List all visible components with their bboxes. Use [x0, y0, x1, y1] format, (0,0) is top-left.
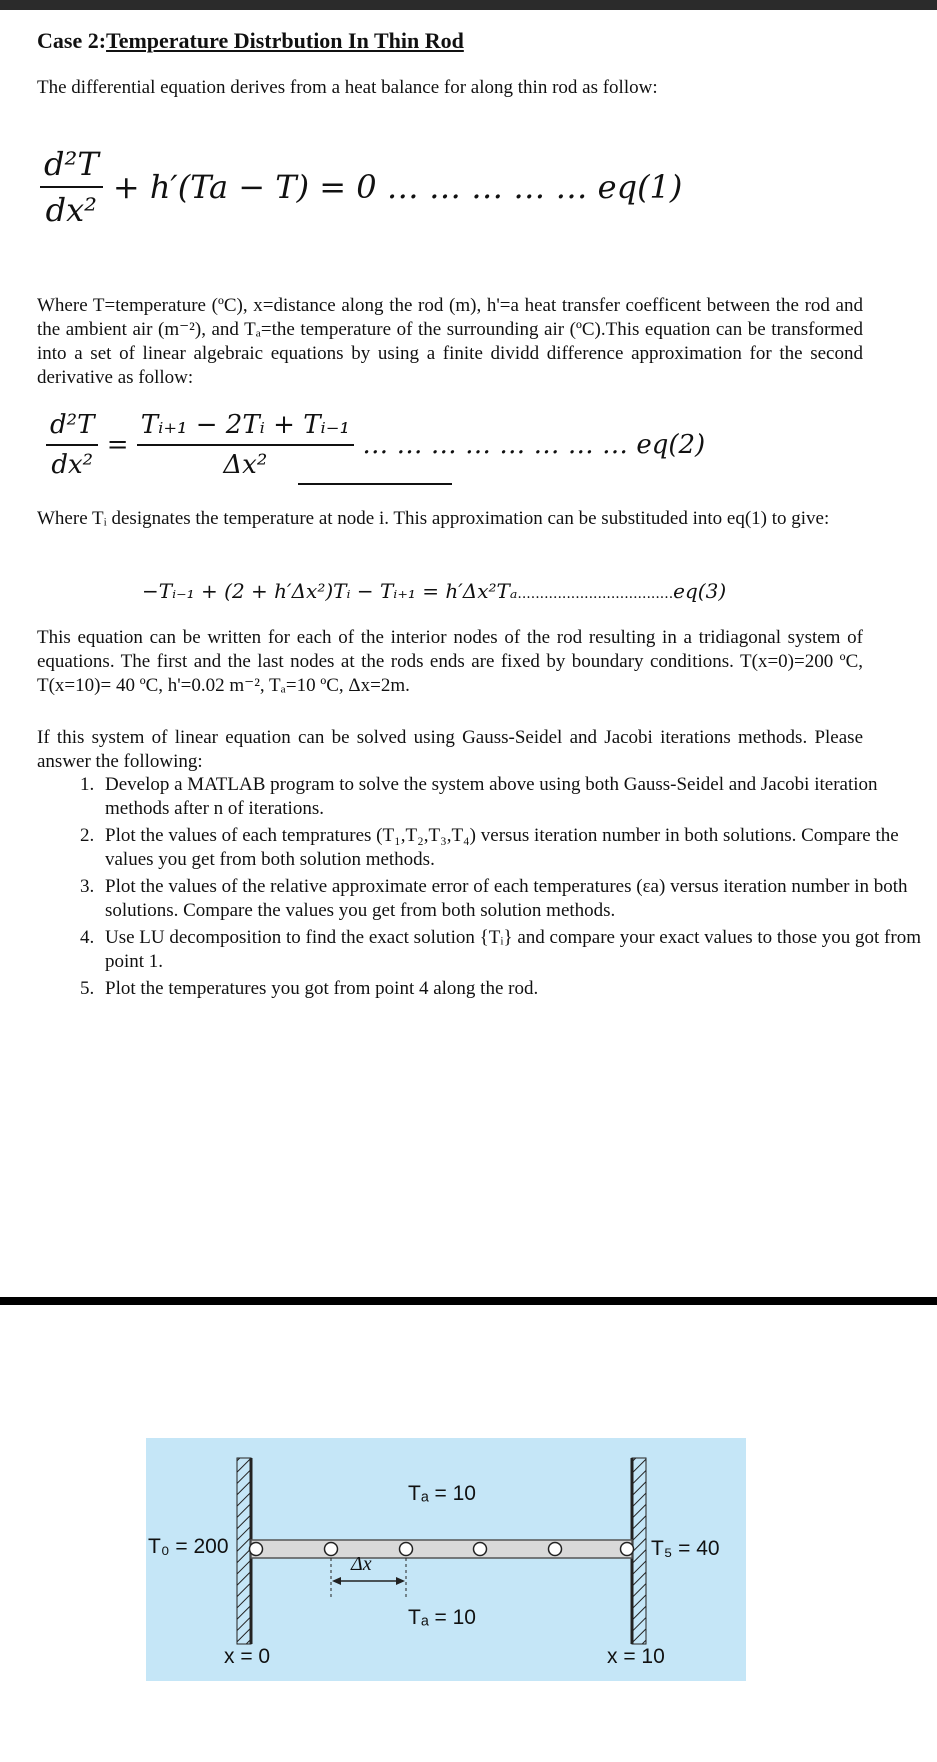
page-separator — [0, 1297, 937, 1305]
right-wall — [632, 1458, 646, 1644]
ta-top-label: Tₐ = 10 — [408, 1482, 476, 1505]
dx-label: Δx — [351, 1553, 372, 1575]
eq1-fraction — [40, 146, 103, 228]
dx-arrowhead-left — [332, 1577, 341, 1585]
t0-label: T₀ = 200 — [148, 1535, 229, 1558]
page-title — [37, 28, 863, 54]
list-item: 3. Plot the values of the relative approximate error of each temperatures (εa) versus iteration number in both solutions. Compare the values you get from both solution methods. — [99, 875, 925, 923]
document-page — [37, 22, 863, 54]
eq2-lhs-denominator: dx² — [46, 444, 98, 480]
list-item: 1. Develop a MATLAB program to solve the system above using both Gauss-Seidel and Jacobi iteration methods after n of iterations. — [99, 773, 925, 821]
question-list — [37, 773, 925, 1004]
rod-node — [549, 1543, 562, 1556]
top-bar — [0, 0, 937, 10]
rod-node — [400, 1543, 413, 1556]
x10-label: x = 10 — [607, 1645, 665, 1668]
eq2-equals: = — [106, 430, 129, 460]
eq3-dots: ................................... — [517, 586, 674, 602]
rod — [251, 1540, 632, 1558]
eq1-numerator: d²T — [44, 145, 99, 183]
intro-paragraph: The differential equation derives from a heat balance for along thin rod as follow: — [37, 77, 658, 98]
rod-node — [250, 1543, 263, 1556]
equation-1 — [40, 146, 682, 228]
eq2-tail: … … … … … … … … eq(2) — [362, 430, 706, 460]
rod-node — [621, 1543, 634, 1556]
rod-node — [325, 1543, 338, 1556]
eq2-lhs-fraction — [46, 410, 98, 480]
eq3-label: eq(3) — [673, 579, 727, 603]
eq2-rhs-numerator: Tᵢ₊₁ − 2Tᵢ + Tᵢ₋₁ — [140, 410, 350, 440]
title-main: Temperature Distrbution In Thin Rod — [106, 28, 464, 53]
title-prefix: Case 2: — [37, 28, 107, 53]
rod-node — [474, 1543, 487, 1556]
question-intro: If this system of linear equation can be solved using Gauss-Seidel and Jacobi iterations methods. Please answer the following: — [37, 727, 863, 772]
list-item: 4. Use LU decomposition to find the exact solution {Tᵢ} and compare your exact values to those you got from point 1. — [99, 926, 925, 974]
list-item: 2. Plot the values of each tempratures (T₁,T₂,T₃,T₄) versus iteration number in both solutions. Compare the values you get from both solution methods. — [99, 824, 925, 872]
t5-label: T₅ = 40 — [651, 1537, 720, 1560]
equation-3 — [142, 578, 726, 607]
ti-paragraph: Where Tᵢ designates the temperature at node i. This approximation can be substituded into eq(1) to give: — [37, 508, 830, 529]
x0-label: x = 0 — [224, 1645, 271, 1668]
equation-2 — [46, 410, 705, 480]
eq3-body: −Tᵢ₋₁ + (2 + h′Δx²)Tᵢ − Tᵢ₊₁ = h′Δx²Tₐ — [142, 579, 518, 603]
eq2-underline — [298, 483, 452, 485]
eq2-lhs-numerator: d²T — [50, 410, 95, 440]
dx-arrowhead-right — [396, 1577, 405, 1585]
where-paragraph: Where T=temperature (ºC), x=distance along the rod (m), h'=a heat transfer coefficent between the rod and the ambient air (m⁻²), and Tₐ=the temperature of the surrounding air (ºC).This equation can be transformed into a set of linear algebraic equations by using a finite dividd difference approximation for the second derivative as follow: — [37, 295, 863, 388]
eq2-rhs-fraction — [137, 410, 354, 480]
eq2-rhs-denominator: Δx² — [137, 444, 354, 480]
system-paragraph: This equation can be written for each of the interior nodes of the rod resulting in a tridiagonal system of equations. The first and the last nodes at the rods ends are fixed by boundary conditions. T(x=0)=200 ºC, T(x=10)= 40 ºC, h'=0.02 m⁻², Tₐ=10 ºC, Δx=2m. — [37, 627, 863, 696]
eq1-denominator: dx² — [40, 186, 103, 228]
list-item: 5. Plot the temperatures you got from point 4 along the rod. — [99, 977, 925, 1001]
rod-diagram — [146, 1438, 746, 1681]
ta-bottom-label: Tₐ = 10 — [408, 1606, 476, 1629]
eq1-rest: + h′(Ta − T) = 0 … … … … … eq(1) — [112, 168, 683, 206]
left-wall — [237, 1458, 251, 1644]
